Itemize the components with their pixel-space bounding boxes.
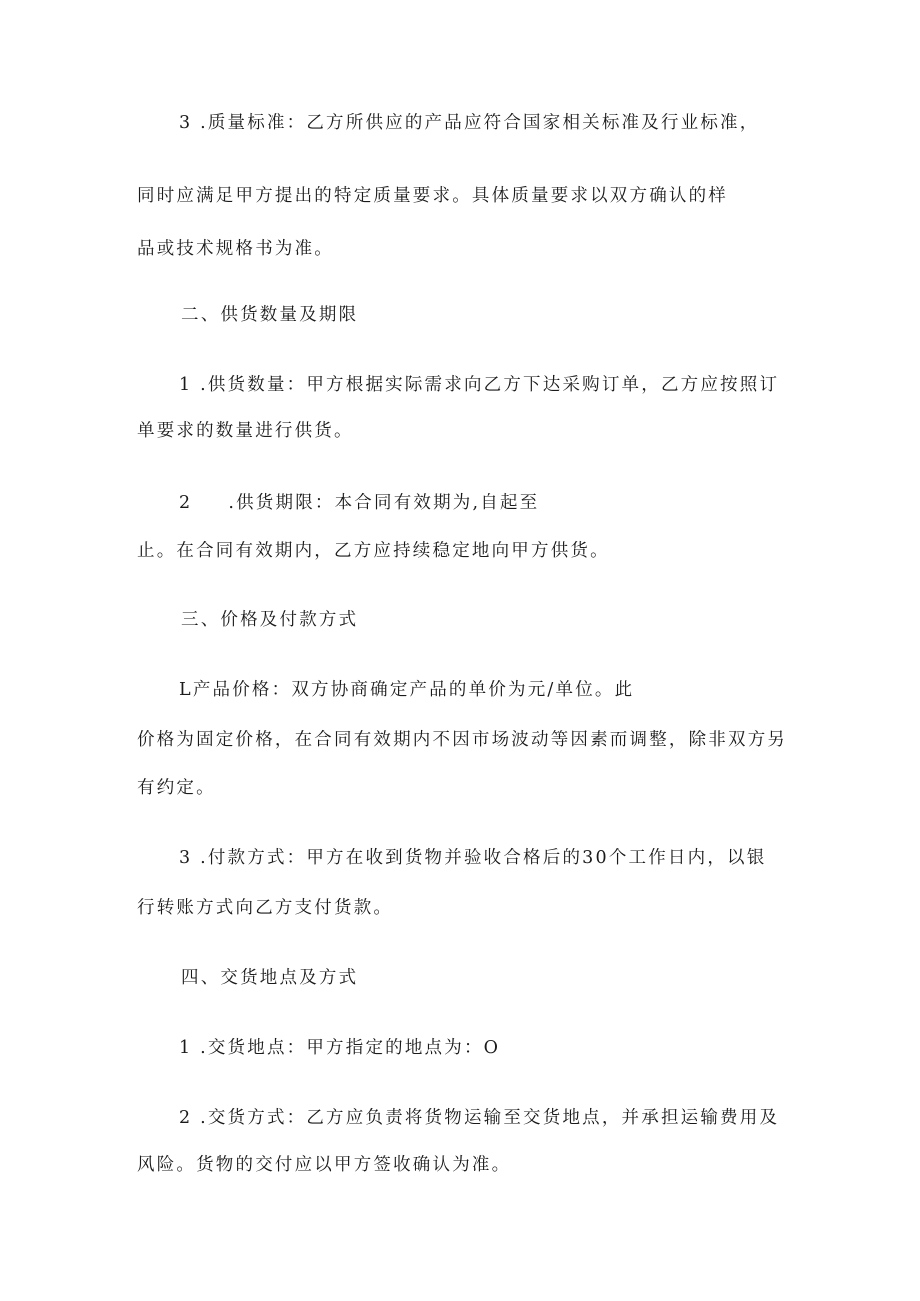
supply-quantity-line-2: 单要求的数量进行供货。: [137, 421, 354, 441]
supply-period-number: 2: [179, 493, 193, 513]
section-heading-supply-quantity: 二、供货数量及期限: [181, 305, 359, 325]
product-price-line-1: L产品价格：双方协商确定产品的单价为元/单位。此: [179, 680, 635, 700]
quality-standard-line-2: 同时应满足甲方提出的特定质量要求。具体质量要求以双方确认的样: [137, 186, 728, 206]
delivery-method-line-2: 风险。货物的交付应以甲方签收确认为准。: [137, 1155, 512, 1175]
product-price-line-2: 价格为固定价格，在合同有效期内不因市场波动等因素而调整，除非双方另: [137, 730, 788, 750]
product-price-line-3: 有约定。: [137, 778, 216, 798]
quality-standard-line-3: 品或技术规格书为准。: [137, 239, 334, 259]
section-heading-price-payment: 三、价格及付款方式: [181, 610, 359, 630]
quality-standard-line-1: 3 .质量标准：乙方所供应的产品应符合国家相关标准及行业标准，: [179, 113, 760, 133]
supply-period-line-2: 止。在合同有效期内，乙方应持续稳定地向甲方供货。: [137, 541, 610, 561]
supply-period-line-1: [179, 491, 539, 515]
supply-quantity-line-1: 1 .供货数量：甲方根据实际需求向乙方下达采购订单，乙方应按照订: [179, 375, 780, 395]
payment-method-line-1: 3 .付款方式：甲方在收到货物并验收合格后的30个工作日内，以银: [179, 848, 767, 868]
delivery-place-line-1: 1 .交货地点：甲方指定的地点为：O: [179, 1038, 501, 1058]
section-heading-delivery: 四、交货地点及方式: [181, 968, 359, 988]
supply-period-text: .供货期限：本合同有效期为,自起至: [228, 493, 540, 513]
payment-method-line-2: 行转账方式向乙方支付货款。: [137, 898, 394, 918]
delivery-method-line-1: 2 .交货方式：乙方应负责将货物运输至交货地点，并承担运输费用及: [179, 1108, 780, 1128]
